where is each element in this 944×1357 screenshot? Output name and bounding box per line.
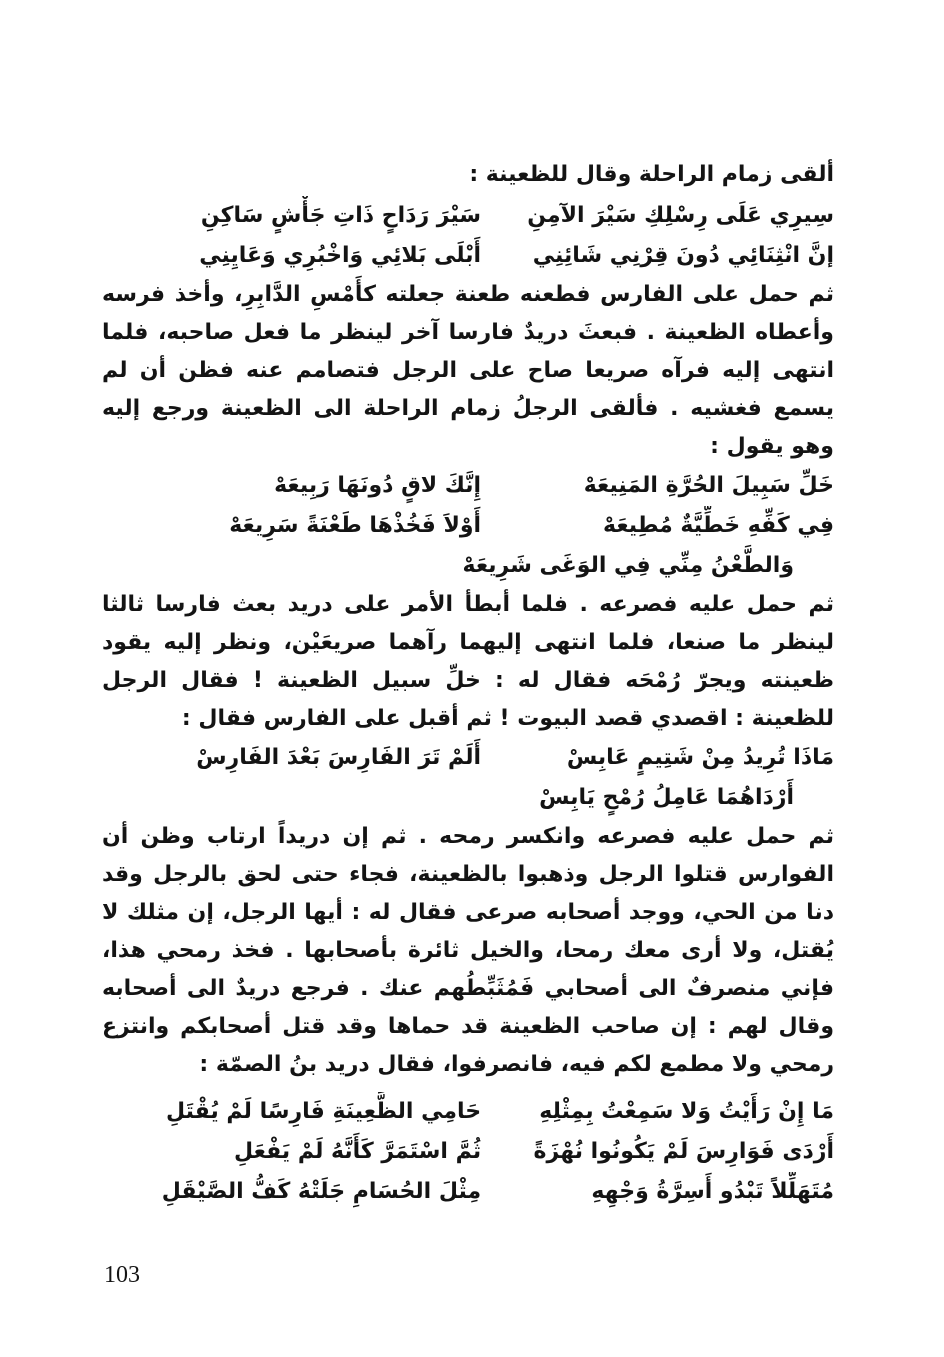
verse-line xyxy=(102,506,834,546)
verse-second-hemistich: حَامِي الظَّعِينَةِ فَارِسًا لَمْ يُقْتَلِ xyxy=(166,1099,482,1124)
page-number: 103 xyxy=(104,1262,140,1288)
paragraph: ثم حمل عليه فصرعه وانكسر رمحه . ثم إن دريداً ارتاب وظن أن الفوارس قتلوا الرجل وذهبوا بالظعينة، فجاء حتى لحق بالرجل وقد دنا من الحي، ووجد أصحابه صرعى فقال له : أيها الرجل، إن مثلك لا يُقتل، ولا أرى معك رمحا، والخيل ثائرة بأصحابها . فخذ رمحي هذا، فإني منصرفٌ الى أصحابي فَمُثَبِّطُهم عنك . فرجع دريدٌ الى أصحابه وقال لهم : إن صاحب الظعينة قد حماها وقد قتل أصحابكم وانتزع رمحي ولا مطمع لكم فيه، فانصرفوا، فقال دريد بنُ الصمّة : xyxy=(102,824,834,1077)
verse-first-hemistich: إنَّ انْثِنَائِي دُونَ قِرْنِي شَائِنِي xyxy=(532,243,834,268)
verse-line xyxy=(102,196,834,236)
verse-single-line: وَالطَّعْنُ مِنِّي فِي الوَغَى شَرِيعَهْ xyxy=(462,553,794,578)
verse-line xyxy=(102,738,834,778)
verse-second-hemistich: مِثْلَ الحُسَامِ جَلَتْهُ كَفُّ الصَّيْقَلِ xyxy=(161,1179,482,1204)
verse-first-hemistich: خَلِّ سَبِيلَ الحُرَّةِ المَنِيعَهْ xyxy=(583,473,834,498)
verse-second-hemistich: إِنَّكَ لاقٍ دُونَهَا رَبِيعَهْ xyxy=(274,473,482,498)
verse-first-hemistich: مَا إِنْ رَأَيْتُ وَلا سَمِعْتُ بِمِثْلِهِ xyxy=(539,1099,834,1124)
verse-line xyxy=(102,1092,834,1132)
verse-first-hemistich: فِي كَفِّهِ خَطِّيَّةٌ مُطِيعَهْ xyxy=(602,513,834,538)
page-body xyxy=(102,156,834,1212)
verse-group-3 xyxy=(102,738,834,818)
verse-first-hemistich: أَرْدَى فَوَارِسَ لَمْ يَكُونُوا نُهْزَةً xyxy=(533,1139,834,1164)
verse-line xyxy=(102,1172,834,1212)
verse-second-hemistich: أَوْلاَ فَخُذْهَا طَعْنَةً سَرِيعَهْ xyxy=(229,513,482,538)
paragraph: ثم حمل على الفارس فطعنه طعنة جعلته كأَمْسِ الدَّابِرِ، وأخذ فرسه وأعطاه الظعينة . فبعثَ دريدٌ فارسا آخر لينظر ما فعل صاحبه، فلما انتهى إليه فرآه صريعا صاح على الرجل فتصامم عنه فظن أن لم يسمع فغشيه . فألقى الرجلُ زمام الراحلة الى الظعينة ورجع إليه وهو يقول : xyxy=(102,282,834,459)
verse-first-hemistich: مَاذَا تُرِيدُ مِنْ شَتِيمٍ عَابِسْ xyxy=(566,745,834,770)
verse-second-hemistich: سَيْرَ رَدَاحٍ ذَاتِ جَأْشٍ سَاكِنِ xyxy=(200,203,482,228)
verse-single-line: أَرْدَاهُمَا عَامِلُ رُمْحٍ يَابِسْ xyxy=(539,785,794,810)
verse-second-hemistich: ثُمَّ اسْتَمَرَّ كَأَنَّهُ لَمْ يَفْعَلِ xyxy=(234,1139,482,1164)
verse-second-hemistich: أَلَمْ تَرَ الفَارِسَ بَعْدَ الفَارِسْ xyxy=(196,745,482,770)
verse-group-2 xyxy=(102,466,834,586)
verse-group-4 xyxy=(102,1092,834,1212)
verse-second-hemistich: أَبْلَى بَلائِي وَاخْبُرِي وَعَايِنِي xyxy=(199,243,482,268)
verse-line xyxy=(102,1132,834,1172)
verse-first-hemistich: مُتَهَلِّلاً تَبْدُو أَسِرَّةُ وَجْهِهِ xyxy=(591,1179,834,1204)
verse-group-1 xyxy=(102,196,834,276)
verse-first-hemistich: سِيرِي عَلَى رِسْلِكِ سَيْرَ الآمِنِ xyxy=(527,203,834,228)
paragraph: ثم حمل عليه فصرعه . فلما أبطأ الأمر على دريد بعث فارسا ثالثا لينظر ما صنعا، فلما انتهى إليهما رآهما صريعَيْن، ونظر إليه يقود ظعينته ويجرّ رُمْحَه فقال له : خلِّ سبيل الظعينة ! فقال الرجل للظعينة : اقصدي قصد البيوت ! ثم أقبل على الفارس فقال : xyxy=(102,592,834,731)
verse-line xyxy=(102,466,834,506)
intro-line: ألقى زمام الراحلة وقال للظعينة : xyxy=(469,162,834,187)
verse-line xyxy=(102,236,834,276)
